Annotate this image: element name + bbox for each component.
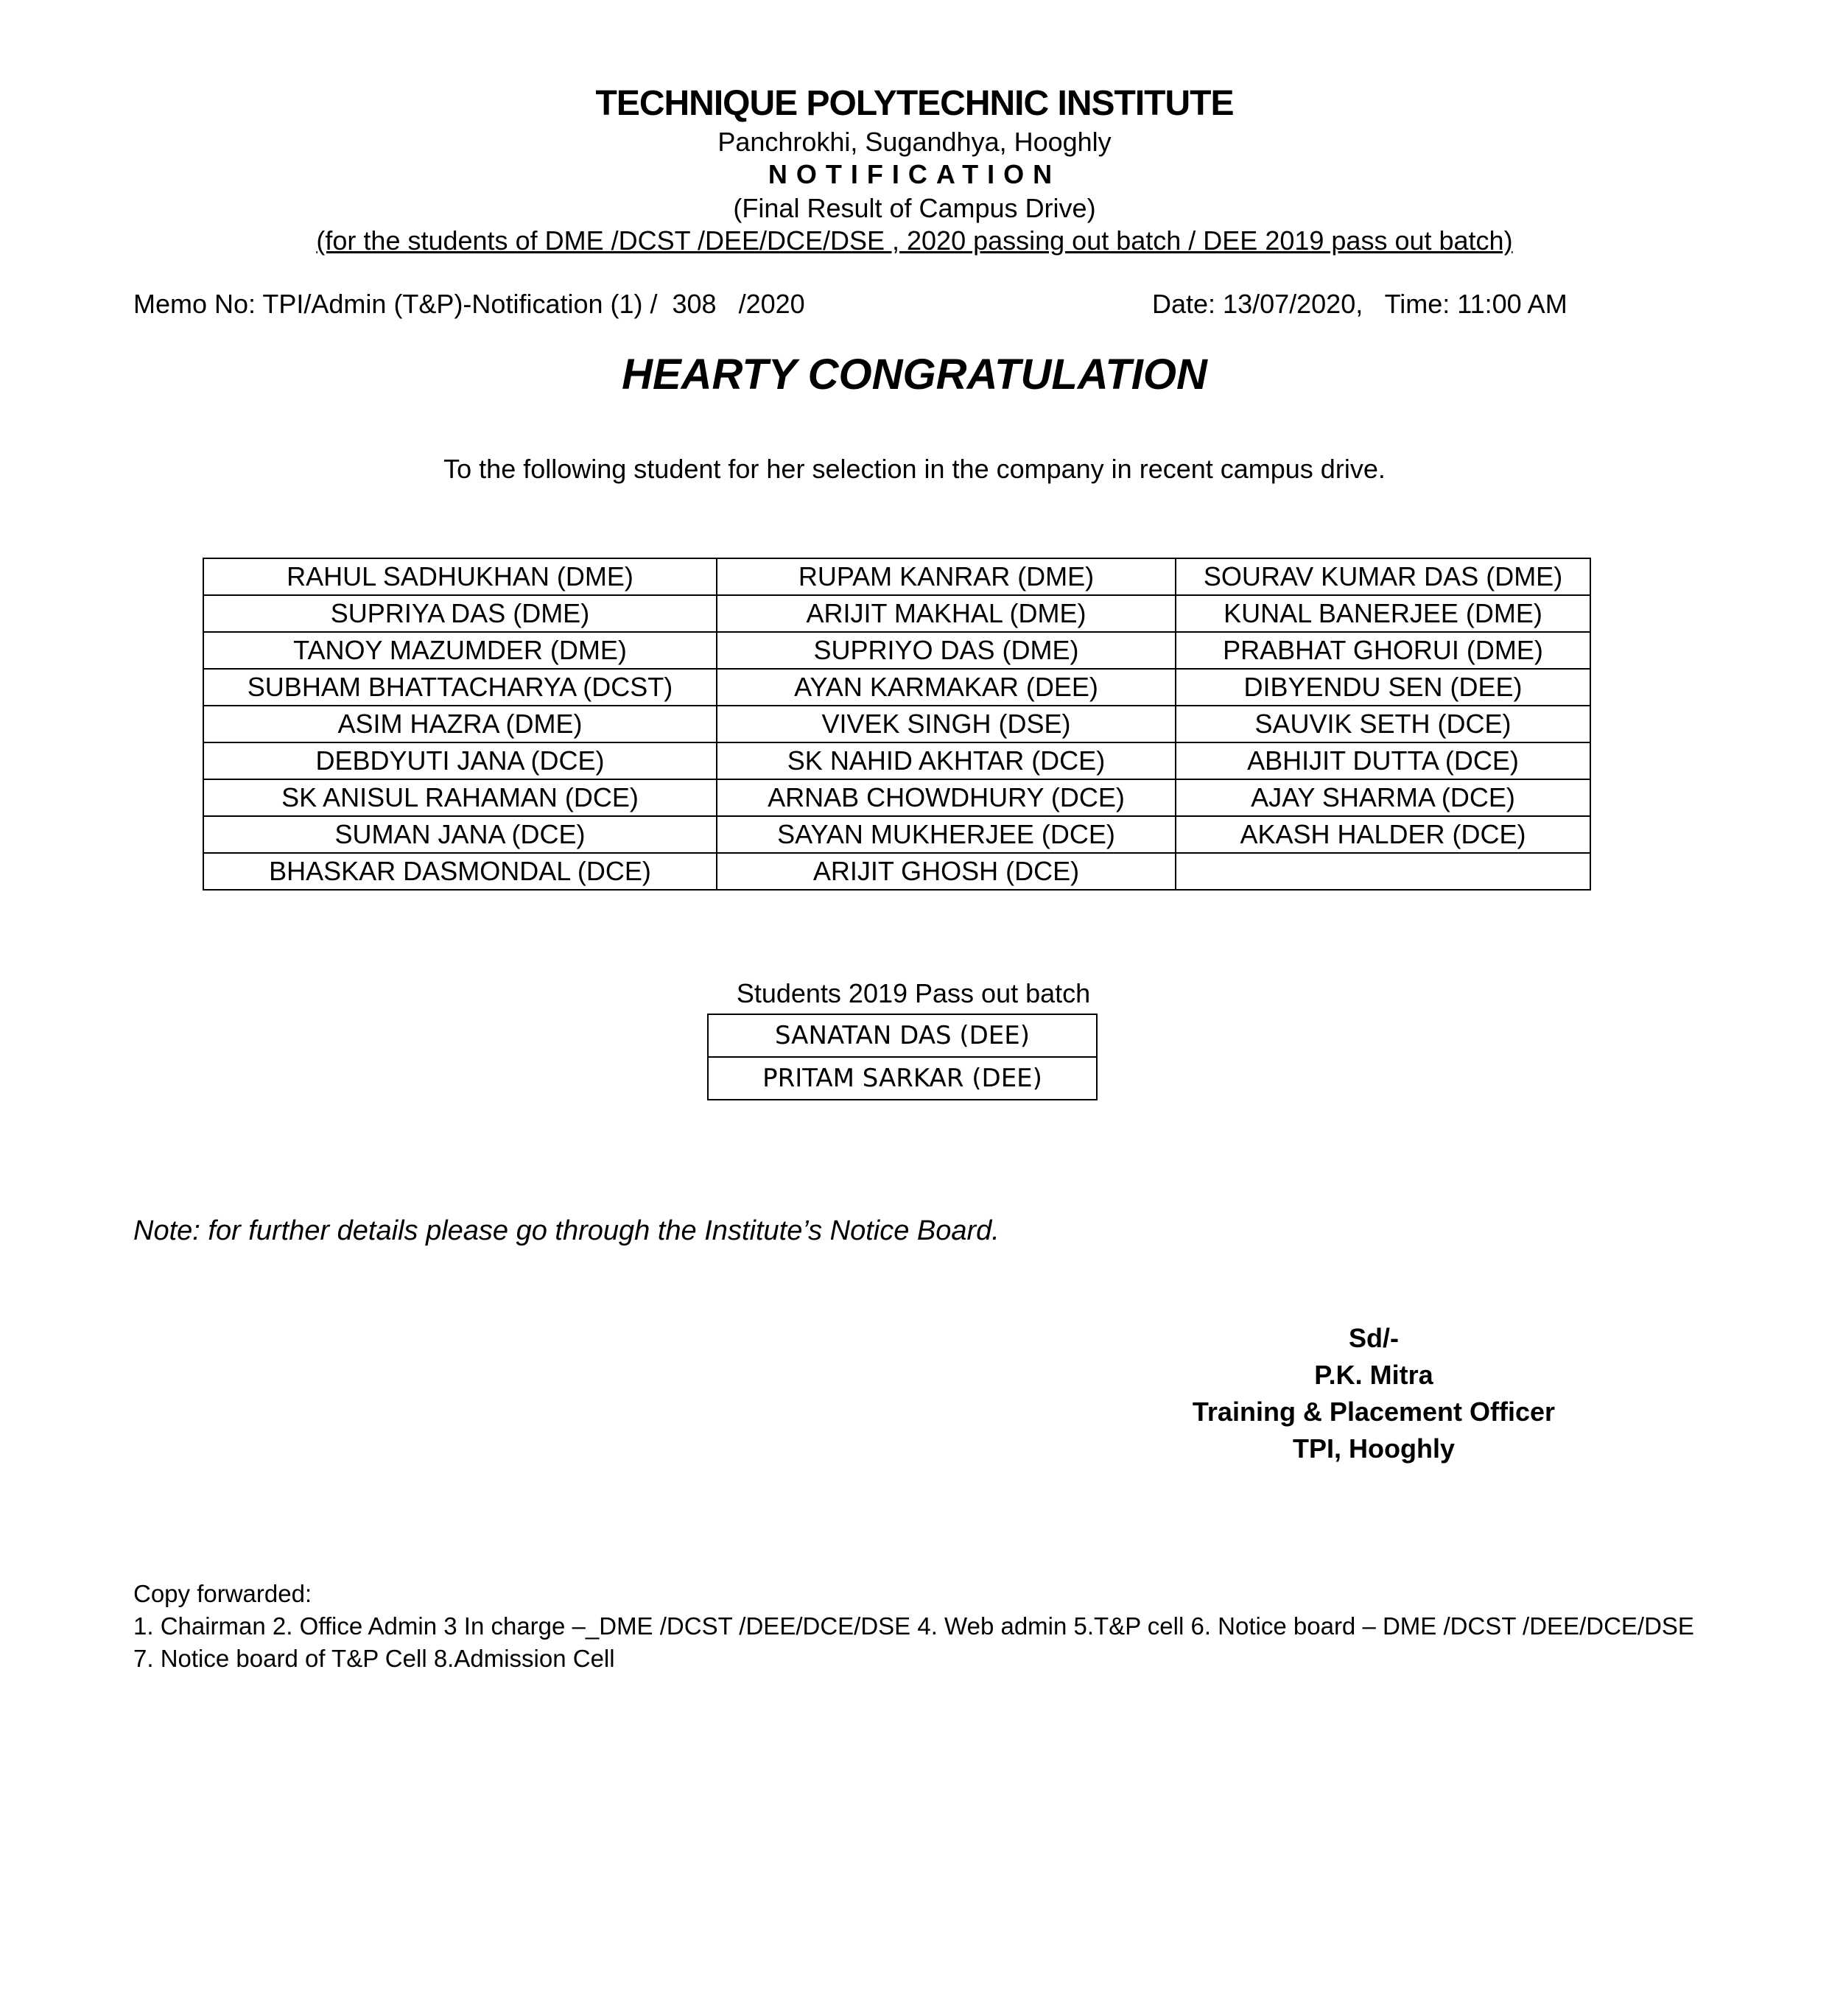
table-row xyxy=(203,853,1590,890)
institute-address: Panchrokhi, Sugandhya, Hooghly xyxy=(717,127,1112,157)
student-cell: AYAN KARMAKAR (DEE) xyxy=(717,669,1176,706)
student-cell xyxy=(1176,853,1590,890)
notification-scope: (for the students of DME /DCST /DEE/DCE/DSE , 2020 passing out batch / DEE 2019 pass out batch) xyxy=(316,225,1513,256)
student-cell: ARIJIT GHOSH (DCE) xyxy=(717,853,1176,890)
table-row xyxy=(708,1014,1097,1057)
notification-subtitle: (Final Result of Campus Drive) xyxy=(733,193,1096,223)
student-cell: ARNAB CHOWDHURY (DCE) xyxy=(717,779,1176,816)
student-cell: DIBYENDU SEN (DEE) xyxy=(1176,669,1590,706)
note-text: Note: for further details please go through the Institute’s Notice Board. xyxy=(133,1215,1000,1246)
table-row xyxy=(203,779,1590,816)
table-row xyxy=(203,706,1590,742)
student-cell: SOURAV KUMAR DAS (DME) xyxy=(1176,558,1590,595)
student-cell: SAUVIK SETH (DCE) xyxy=(1176,706,1590,742)
student-cell: TANOY MAZUMDER (DME) xyxy=(203,632,717,669)
copy-forwarded-line: 7. Notice board of T&P Cell 8.Admission Cell xyxy=(133,1645,615,1672)
student-cell: SUPRIYO DAS (DME) xyxy=(717,632,1176,669)
table-row xyxy=(203,742,1590,779)
batch-2019-table xyxy=(707,1014,1098,1100)
intro-text: To the following student for her selection in the company in recent campus drive. xyxy=(443,454,1386,484)
copy-forwarded-heading: Copy forwarded: xyxy=(133,1580,312,1607)
selected-students-table xyxy=(203,558,1591,891)
student-cell: VIVEK SINGH (DSE) xyxy=(717,706,1176,742)
signature-sd: Sd/- xyxy=(1349,1323,1399,1353)
student-cell: ASIM HAZRA (DME) xyxy=(203,706,717,742)
student-cell: DEBDYUTI JANA (DCE) xyxy=(203,742,717,779)
student-cell: AKASH HALDER (DCE) xyxy=(1176,816,1590,853)
copy-forwarded-line: 1. Chairman 2. Office Admin 3 In charge –_DME /DCST /DEE/DCE/DSE 4. Web admin 5.T&P cell 6. Notice board – DME /DCST /DEE/DCE/DSE xyxy=(133,1612,1694,1640)
student-cell: RAHUL SADHUKHAN (DME) xyxy=(203,558,717,595)
institute-name: TECHNIQUE POLYTECHNIC INSTITUTE xyxy=(595,84,1234,123)
table-row xyxy=(203,669,1590,706)
student-cell: SUMAN JANA (DCE) xyxy=(203,816,717,853)
student-cell: SK ANISUL RAHAMAN (DCE) xyxy=(203,779,717,816)
student-cell: SAYAN MUKHERJEE (DCE) xyxy=(717,816,1176,853)
student-cell: ARIJIT MAKHAL (DME) xyxy=(717,595,1176,632)
memo-date-time: Date: 13/07/2020, Time: 11:00 AM xyxy=(1152,289,1568,319)
table-row xyxy=(203,595,1590,632)
student-cell: KUNAL BANERJEE (DME) xyxy=(1176,595,1590,632)
student-cell: AJAY SHARMA (DCE) xyxy=(1176,779,1590,816)
notification-heading: NOTIFICATION xyxy=(768,159,1061,189)
table-row xyxy=(203,816,1590,853)
table-row xyxy=(708,1057,1097,1100)
student-cell: PRABHAT GHORUI (DME) xyxy=(1176,632,1590,669)
table-row xyxy=(203,632,1590,669)
student-cell: BHASKAR DASMONDAL (DCE) xyxy=(203,853,717,890)
student-cell: RUPAM KANRAR (DME) xyxy=(717,558,1176,595)
signature-place: TPI, Hooghly xyxy=(1293,1433,1455,1464)
signature-name: P.K. Mitra xyxy=(1314,1360,1433,1390)
congratulation-heading: HEARTY CONGRATULATION xyxy=(622,351,1207,398)
signature-designation: Training & Placement Officer xyxy=(1192,1397,1556,1427)
memo-number: Memo No: TPI/Admin (T&P)-Notification (1) / 308 /2020 xyxy=(133,289,805,319)
table-row xyxy=(203,558,1590,595)
student-cell: PRITAM SARKAR (DEE) xyxy=(708,1057,1097,1100)
student-cell: ABHIJIT DUTTA (DCE) xyxy=(1176,742,1590,779)
student-cell: SK NAHID AKHTAR (DCE) xyxy=(717,742,1176,779)
student-cell: SUBHAM BHATTACHARYA (DCST) xyxy=(203,669,717,706)
student-cell: SUPRIYA DAS (DME) xyxy=(203,595,717,632)
batch-2019-heading: Students 2019 Pass out batch xyxy=(736,978,1091,1008)
student-cell: SANATAN DAS (DEE) xyxy=(708,1014,1097,1057)
